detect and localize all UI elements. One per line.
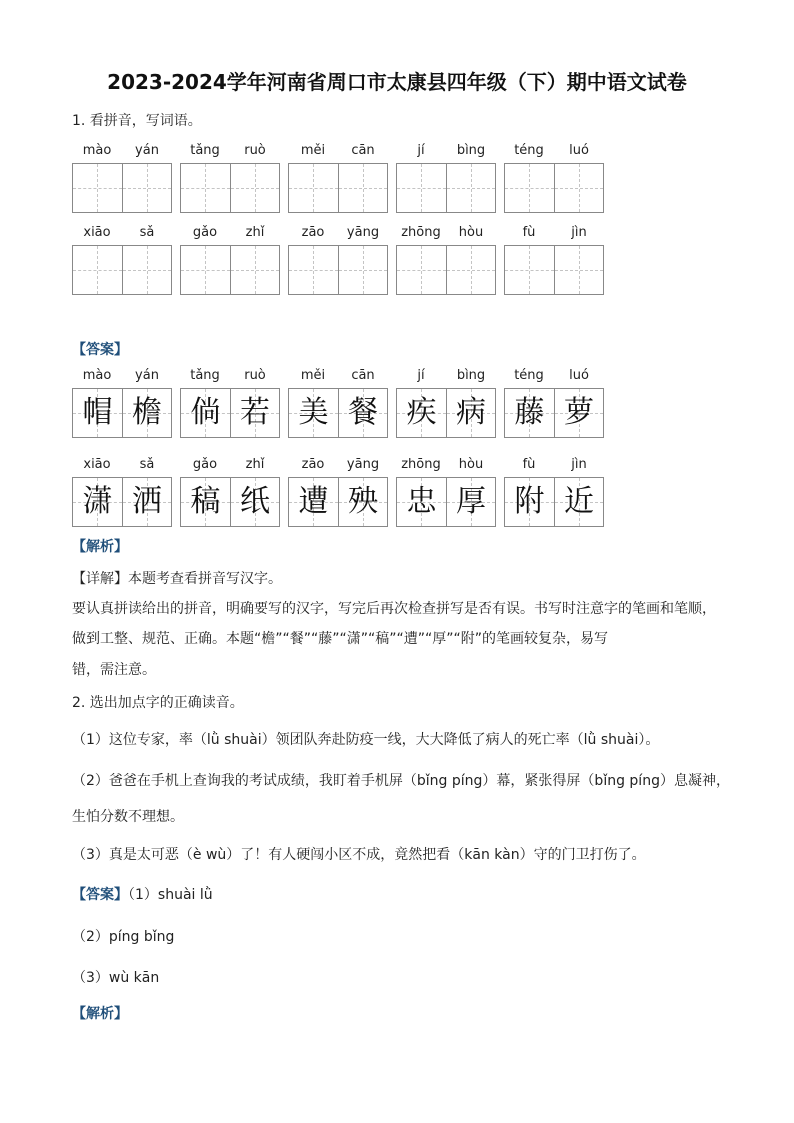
pinyin-label: tǎng (190, 368, 220, 383)
answer-character: 厚 (456, 484, 486, 519)
answer-char-box (504, 477, 554, 527)
answer-char-box (338, 388, 388, 438)
answer-char-box (288, 388, 338, 438)
writing-box[interactable] (180, 163, 230, 213)
answer-char-box (504, 388, 554, 438)
q2-sentence-1: （1）这位专家，率（lǜ shuài）领团队奔赴防疫一线，大大降低了病人的死亡率（lǜ shuài）。 (72, 732, 660, 748)
q2-prompt: 2. 选出加点字的正确读音。 (72, 695, 244, 711)
analysis-tag: 【解析】 (72, 1006, 128, 1022)
word-pair (72, 457, 172, 547)
writing-box[interactable] (338, 245, 388, 295)
answer-character: 潇 (82, 484, 113, 519)
pinyin-label: jí (417, 143, 425, 158)
answer-char-box (396, 388, 446, 438)
q2-answer-line (72, 884, 213, 904)
answer-character: 洒 (132, 484, 162, 519)
word-pair (288, 225, 388, 315)
word-pair (396, 457, 496, 547)
pinyin-label: xiāo (83, 225, 111, 240)
pinyin-label: měi (300, 143, 326, 158)
writing-box[interactable] (396, 245, 446, 295)
answer-character: 藤 (514, 395, 545, 430)
word-pair (72, 225, 172, 315)
pinyin-label: téng (514, 368, 544, 383)
answer-char-box (230, 388, 280, 438)
pinyin-label: yāng (346, 225, 380, 240)
answer-character: 殃 (348, 484, 378, 519)
pinyin-label: xiāo (83, 457, 111, 472)
pinyin-label: yāng (346, 457, 380, 472)
answer-character: 忠 (406, 484, 437, 519)
answer-character: 美 (298, 395, 329, 430)
q2-sentence-2a: （2）爸爸在手机上查询我的考试成绩，我盯着手机屏（bǐng píng）幕，紧张得屏（bǐng píng）息凝神， (72, 773, 730, 789)
answer-tag: 【答案】 (72, 342, 128, 358)
answer-character: 疾 (406, 395, 437, 430)
pinyin-label: luó (569, 143, 589, 158)
pinyin-label: fù (522, 225, 536, 240)
word-pair (504, 368, 604, 458)
writing-box[interactable] (554, 245, 604, 295)
q2-answer-1: （1）shuài lǜ (128, 887, 213, 903)
answer-char-box (446, 477, 496, 527)
word-pair (504, 225, 604, 315)
pinyin-label: ruò (244, 368, 266, 383)
pinyin-label: jìn (571, 457, 587, 472)
answer-char-box (230, 477, 280, 527)
answer-char-box (72, 477, 122, 527)
word-pair (504, 457, 604, 547)
writing-box[interactable] (122, 163, 172, 213)
answer-char-box (554, 477, 604, 527)
answer-char-box (180, 388, 230, 438)
word-pair (72, 143, 172, 233)
pinyin-label: zhōng (401, 457, 441, 472)
explanation-line-3: 错，需注意。 (72, 662, 156, 678)
answer-char-box (122, 477, 172, 527)
writing-box[interactable] (504, 245, 554, 295)
pinyin-label: gǎo (192, 457, 218, 472)
pinyin-label: bìng (456, 368, 486, 383)
answer-char-box (396, 477, 446, 527)
q1-blank-row-1 (72, 143, 632, 233)
q1-blank-row-2 (72, 225, 632, 315)
q2-answer-2: （2）píng bǐng (72, 929, 175, 945)
pinyin-label: měi (300, 368, 326, 383)
q2-sentence-2b: 生怕分数不理想。 (72, 809, 184, 825)
word-pair (288, 143, 388, 233)
answer-char-box (72, 388, 122, 438)
writing-box[interactable] (446, 245, 496, 295)
answer-character: 病 (456, 395, 486, 430)
pinyin-label: bìng (456, 143, 486, 158)
answer-char-box (122, 388, 172, 438)
writing-box[interactable] (288, 245, 338, 295)
answer-character: 餐 (348, 395, 378, 430)
answer-character: 纸 (240, 484, 270, 519)
writing-box[interactable] (180, 245, 230, 295)
word-pair (180, 368, 280, 458)
word-pair (396, 143, 496, 233)
pinyin-label: cān (351, 143, 375, 158)
writing-box[interactable] (122, 245, 172, 295)
analysis-tag: 【解析】 (72, 539, 128, 555)
pinyin-label: zāo (301, 457, 325, 472)
pinyin-label: jìn (571, 225, 587, 240)
pinyin-label: zhǐ (245, 225, 265, 240)
word-pair (180, 143, 280, 233)
word-pair (288, 368, 388, 458)
answer-char-box (338, 477, 388, 527)
answer-char-box (180, 477, 230, 527)
pinyin-label: mào (82, 143, 112, 158)
answer-char-box (288, 477, 338, 527)
writing-box[interactable] (230, 245, 280, 295)
answer-character: 檐 (132, 395, 162, 430)
word-pair (288, 457, 388, 547)
answer-character: 帽 (82, 395, 113, 430)
answer-character: 萝 (564, 395, 594, 430)
answer-character: 稿 (190, 484, 221, 519)
pinyin-label: fù (522, 457, 536, 472)
q1-prompt: 1. 看拼音，写词语。 (72, 113, 202, 129)
answer-tag: 【答案】 (72, 887, 128, 903)
pinyin-label: téng (514, 143, 544, 158)
writing-box[interactable] (554, 163, 604, 213)
explanation-line-1: 要认真拼读给出的拼音，明确要写的汉字，写完后再次检查拼写是否有误。书写时注意字的笔画和笔顺， (72, 601, 716, 617)
word-pair (396, 225, 496, 315)
pinyin-label: zhǐ (245, 457, 265, 472)
page-title: 2023-2024学年河南省周口市太康县四年级（下）期中语文试卷 (107, 70, 687, 94)
writing-box[interactable] (504, 163, 554, 213)
word-pair (180, 457, 280, 547)
writing-box[interactable] (338, 163, 388, 213)
pinyin-label: tǎng (190, 143, 220, 158)
pinyin-label: cān (351, 368, 375, 383)
answer-character: 附 (514, 484, 545, 519)
writing-box[interactable] (72, 163, 122, 213)
writing-box[interactable] (396, 163, 446, 213)
pinyin-label: zāo (301, 225, 325, 240)
word-pair (72, 368, 172, 458)
writing-box[interactable] (446, 163, 496, 213)
pinyin-label: yán (135, 143, 159, 158)
pinyin-label: luó (569, 368, 589, 383)
pinyin-label: jí (417, 368, 425, 383)
q2-sentence-3: （3）真是太可恶（è wù）了！有人硬闯小区不成，竟然把看（kān kàn）守的门卫打伤了。 (72, 847, 646, 863)
answer-char-box (554, 388, 604, 438)
q2-answer-3: （3）wù kān (72, 970, 160, 986)
pinyin-label: gǎo (192, 225, 218, 240)
answer-character: 近 (564, 484, 594, 519)
word-pair (180, 225, 280, 315)
pinyin-label: hòu (458, 457, 484, 472)
writing-box[interactable] (230, 163, 280, 213)
detail-text: 【详解】本题考查看拼音写汉字。 (72, 571, 282, 587)
pinyin-label: hòu (458, 225, 484, 240)
answer-character: 倘 (190, 395, 221, 430)
writing-box[interactable] (288, 163, 338, 213)
q1-answer-row-2 (72, 457, 632, 547)
answer-character: 若 (240, 395, 270, 430)
writing-box[interactable] (72, 245, 122, 295)
answer-character: 遭 (298, 484, 329, 519)
pinyin-label: mào (82, 368, 112, 383)
q1-answer-row-1 (72, 368, 632, 458)
pinyin-label: zhōng (401, 225, 441, 240)
word-pair (504, 143, 604, 233)
word-pair (396, 368, 496, 458)
pinyin-label: sǎ (139, 457, 155, 472)
answer-char-box (446, 388, 496, 438)
pinyin-label: yán (135, 368, 159, 383)
pinyin-label: sǎ (139, 225, 155, 240)
pinyin-label: ruò (244, 143, 266, 158)
explanation-line-2: 做到工整、规范、正确。本题“檐”“餐”“藤”“潇”“稿”“遭”“厚”“附”的笔画较复杂，易写 (72, 631, 609, 647)
